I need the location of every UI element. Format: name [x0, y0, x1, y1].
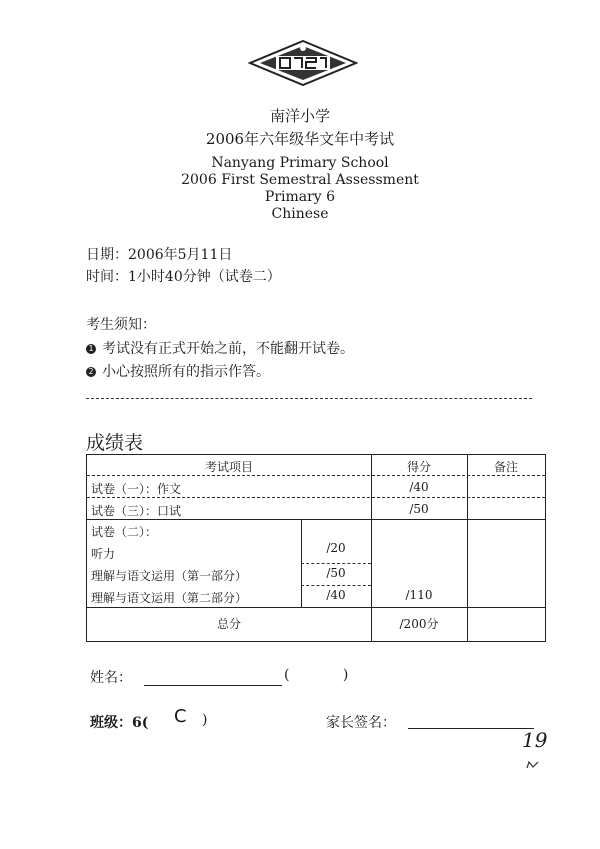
instruction-item: 2 小心按照所有的指示作答。: [86, 361, 270, 381]
row-paper1-label: 试卷（一）：作文: [91, 482, 182, 496]
row-total-score: /200分: [399, 617, 439, 631]
school-name-cn: 南洋小学: [269, 107, 330, 125]
column-divider: [467, 455, 468, 641]
row-divider: [301, 563, 371, 564]
exam-title-en: 2006 First Semestral Assessment: [181, 172, 419, 188]
row-divider: [87, 607, 545, 608]
instructions-title: 考生须知：: [86, 317, 156, 333]
subject: Chinese: [271, 206, 329, 222]
class-label: 班级：6(: [90, 715, 149, 731]
row-paper1-score: /40: [409, 480, 429, 494]
header-score: 得分: [406, 460, 431, 474]
row-comprehension1-label: 理解与语文运用（第一部分）: [91, 569, 248, 583]
class-value[interactable]: C: [174, 706, 187, 727]
row-divider: [301, 585, 371, 586]
row-paper3-score: /50: [409, 502, 429, 516]
exam-time: 时间：1小时40分钟（试卷二）: [86, 269, 281, 285]
row-paper3-label: 试卷（三）：口试: [91, 504, 182, 518]
name-label: 姓名：: [90, 670, 132, 686]
name-field[interactable]: [144, 685, 282, 686]
instruction-item: 1 考试没有正式开始之前，不能翻开试卷。: [86, 338, 354, 358]
row-paper2-total: /110: [405, 588, 433, 602]
exam-date: 日期：2006年5月11日: [86, 247, 233, 263]
header-item: 考试项目: [204, 460, 253, 474]
row-divider: [87, 519, 545, 520]
level: Primary 6: [264, 189, 336, 205]
exam-title-cn: 2006年六年级华文年中考试: [205, 130, 395, 148]
row-listening-label: 听力: [91, 547, 116, 561]
class-close: ): [202, 712, 208, 728]
bullet-icon: 1: [86, 344, 96, 354]
header-remarks: 备注: [493, 460, 518, 474]
divider: [86, 398, 532, 399]
parent-signature-label: 家长签名：: [326, 715, 396, 731]
school-name-en: Nanyang Primary School: [211, 155, 389, 171]
score-table-title: 成绩表: [86, 432, 144, 454]
row-total-label: 总分: [216, 617, 241, 631]
row-listening-score: /20: [326, 541, 346, 555]
bullet-icon: 2: [86, 367, 96, 377]
school-logo: [248, 40, 358, 86]
row-divider: [87, 475, 545, 476]
index-number-field[interactable]: ( ): [284, 667, 349, 683]
handwritten-mark-icon: [526, 760, 540, 770]
row-paper2-label: 试卷（二）：: [91, 525, 158, 539]
parent-signature-field[interactable]: [408, 728, 534, 729]
row-comprehension2-label: 理解与语文运用（第二部分）: [91, 591, 248, 605]
handwritten-number: 19: [522, 728, 548, 752]
score-table: [86, 454, 546, 642]
row-divider: [87, 497, 545, 498]
row-comprehension2-score: /40: [326, 588, 346, 602]
row-comprehension1-score: /50: [326, 566, 346, 580]
